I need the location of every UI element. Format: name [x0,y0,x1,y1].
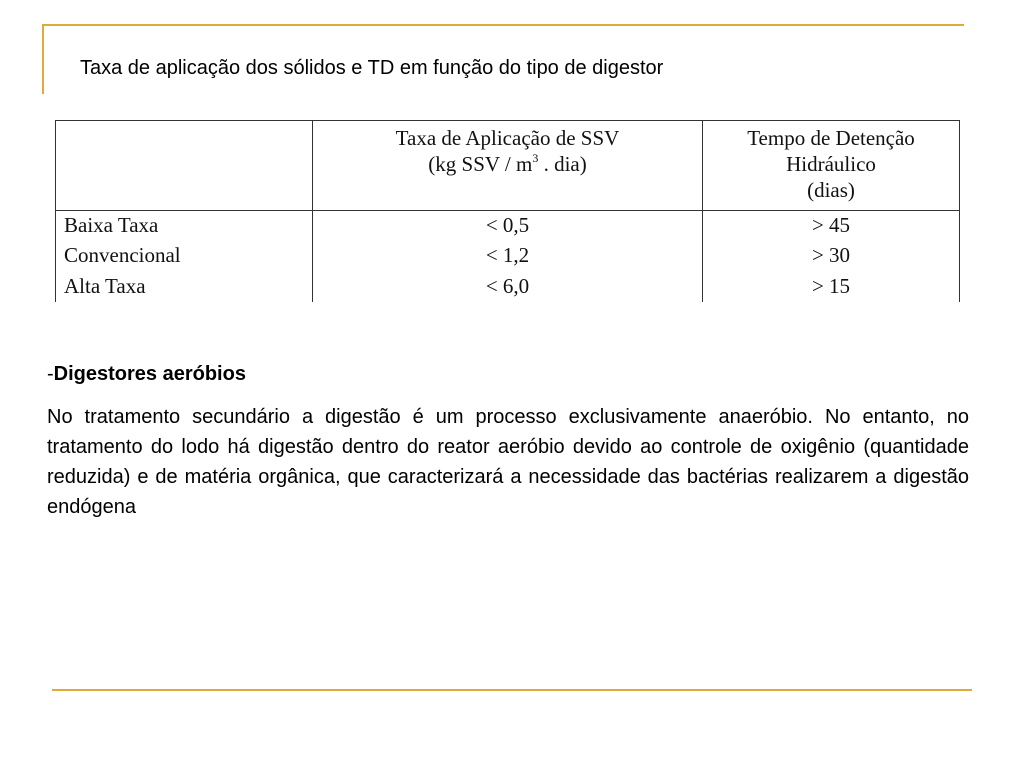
body-paragraph: No tratamento secundário a digestão é um processo exclusivamente anaeróbio. No entanto, no tratamento do lodo há digestão dentro do reator aeróbio devido ao controle de oxigênio (quantidade reduzida) e de matéria orgânica, que caracterizará a necessidade das bactérias realizarem a digestão endógena [47,406,969,518]
header-rate-unit-post: . dia) [538,152,587,176]
row-detention-time: > 45 [703,211,960,242]
header-cell-detention-time [703,121,960,211]
header-cell-application-rate [313,121,703,211]
left-accent-bar [42,24,44,94]
header-time-line1: Tempo de Detenção [747,126,915,150]
top-accent-line [42,24,964,26]
row-application-rate: < 1,2 [313,241,703,272]
table-row [56,241,960,272]
row-application-rate: < 0,5 [313,211,703,242]
digester-table [55,120,960,302]
row-category: Baixa Taxa [56,211,313,242]
header-cell-type [56,121,313,211]
digester-table-container [55,120,959,302]
header-rate-unit-exponent: 3 [532,151,539,165]
bottom-accent-line [52,689,972,691]
row-application-rate: < 6,0 [313,272,703,303]
row-detention-time: > 30 [703,241,960,272]
header-rate-line2 [319,151,696,177]
header-time-line2: Hidráulico [786,152,876,176]
row-detention-time: > 15 [703,272,960,303]
row-category: Alta Taxa [56,272,313,303]
table-row [56,211,960,242]
section-heading-text: Digestores aeróbios [53,363,246,385]
section-heading-prefix: - [47,363,54,385]
header-time-line3: (dias) [807,178,855,202]
table-header-row [56,121,960,211]
row-category: Convencional [56,241,313,272]
header-rate-unit-pre: (kg SSV / m [428,152,533,176]
slide-title: Taxa de aplicação dos sólidos e TD em função do tipo de digestor [80,57,664,79]
header-rate-line1: Taxa de Aplicação de SSV [395,126,620,150]
section-heading [47,362,246,386]
table-row [56,272,960,303]
